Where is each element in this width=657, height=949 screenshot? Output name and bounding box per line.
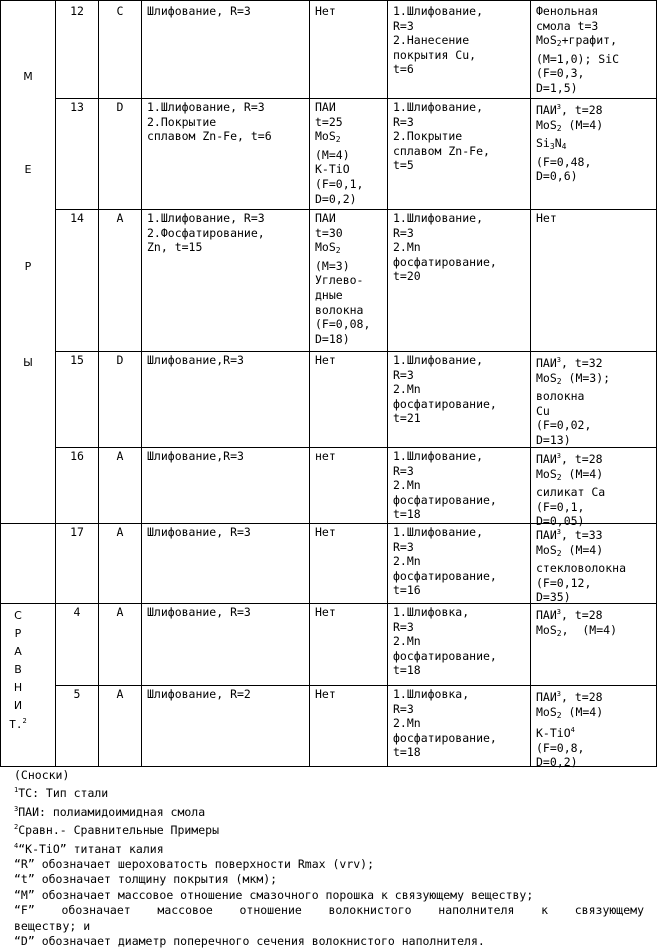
cell-steel-type: A — [99, 525, 141, 540]
cell-layer2: Фенольная смола t=3 MoS2+графит, (M=1,0); SiC (F=0,3, D=1,5) — [536, 4, 656, 96]
cell-steel-type: D — [99, 100, 141, 115]
note-1: 1TC: Тип стали — [14, 783, 644, 801]
cell-layer2: ПАИ3, t=33 MoS2 (M=4) стекловолокна (F=0,12, D=35) — [536, 525, 656, 605]
cell-steel-type: C — [99, 4, 141, 19]
cell-layer2: Нет — [536, 211, 656, 226]
table-line — [55, 0, 56, 767]
side-label: Н — [8, 681, 28, 694]
cell-layer1: Нет — [315, 525, 387, 540]
cell-pretreatment: Шлифование, R=3 — [147, 605, 309, 620]
side-label: А — [8, 645, 28, 658]
cell-layer1: нет — [315, 449, 387, 464]
cell-pretreatment: Шлифование,R=3 — [147, 449, 309, 464]
note-t: “t” обозначает толщину покрытия (мкм); — [14, 872, 644, 887]
cell-pretreatment2: 1.Шлифовка, R=3 2.Mn фосфатирование, t=18 — [393, 605, 530, 678]
table-line — [55, 209, 657, 210]
side-label: Е — [18, 163, 38, 176]
cell-layer2: ПАИ3, t=28 MoS2, (M=4) — [536, 605, 656, 641]
cell-layer1: Нет — [315, 605, 387, 620]
cell-layer2: ПАИ3, t=28 MoS2 (M=4) K-TiO4 (F=0,8, D=0,2) — [536, 687, 656, 770]
cell-pretreatment2: 1.Шлифование, R=3 2.Mn фосфатирование, t=18 — [393, 449, 530, 522]
table-line — [387, 0, 388, 767]
cell-steel-type: A — [99, 605, 141, 620]
cell-steel-type: A — [99, 687, 141, 702]
table-line — [55, 685, 657, 686]
cell-pretreatment: Шлифование, R=2 — [147, 687, 309, 702]
cell-number: 15 — [56, 353, 98, 368]
table-line — [0, 0, 1, 767]
table-line — [530, 0, 531, 767]
cell-layer1: ПАИ t=30 MoS2 (M=3) Углево- дные волокна (F=0,08, D=18) — [315, 211, 387, 346]
note-2: 2Сравн.- Сравнительные Примеры — [14, 820, 644, 838]
side-label: Т.2 — [4, 717, 32, 731]
cell-pretreatment2: 1.Шлифовка, R=3 2.Mn фосфатирование, t=18 — [393, 687, 530, 760]
notes-header: (Сноски) — [14, 768, 644, 783]
cell-layer1: ПАИ t=25 MoS2 (M=4) K-TiO (F=0,1, D=0,2) — [315, 100, 387, 206]
cell-layer2: ПАИ3, t=28 MoS2 (M=4) силикат Ca (F=0,1, D=0,05) — [536, 449, 656, 529]
note-r: “R” обозначает шероховатость поверхности Rmax (vrv); — [14, 857, 644, 872]
footnotes — [14, 768, 644, 949]
note-3: 3ПАИ: полиамидоимидная смола — [14, 802, 644, 820]
note-f: “F” обозначает массовое отношение волокнистого наполнителя к связующему — [14, 903, 644, 918]
cell-steel-type: A — [99, 211, 141, 226]
cell-number: 16 — [56, 449, 98, 464]
cell-pretreatment2: 1.Шлифование, R=3 2.Нанесение покрытия Cu, t=6 — [393, 4, 530, 77]
cell-layer2: ПАИ3, t=28 MoS2 (M=4) Si3N4 (F=0,48, D=0,6) — [536, 100, 656, 184]
data-table — [0, 0, 657, 767]
side-label: И — [8, 699, 28, 712]
cell-number: 4 — [56, 605, 98, 620]
cell-pretreatment: 1.Шлифование, R=3 2.Покрытие сплавом Zn-Fe, t=6 — [147, 100, 309, 144]
table-line — [55, 351, 657, 352]
cell-layer1: Нет — [315, 4, 387, 19]
cell-number: 17 — [56, 525, 98, 540]
table-line — [98, 0, 99, 767]
cell-steel-type: A — [99, 449, 141, 464]
side-label: С — [8, 609, 28, 622]
cell-number: 12 — [56, 4, 98, 19]
cell-pretreatment: 1.Шлифование, R=3 2.Фосфатирование, Zn, t=15 — [147, 211, 309, 255]
cell-pretreatment2: 1.Шлифование, R=3 2.Mn фосфатирование, t=20 — [393, 211, 530, 284]
note-m: “M” обозначает массовое отношение смазочного порошка к связующему веществу; — [14, 888, 644, 903]
cell-pretreatment: Шлифование, R=3 — [147, 525, 309, 540]
cell-layer1: Нет — [315, 687, 387, 702]
table-line — [141, 0, 142, 767]
cell-number: 13 — [56, 100, 98, 115]
side-label: Р — [18, 260, 38, 273]
side-label: М — [18, 70, 38, 83]
cell-pretreatment: Шлифование,R=3 — [147, 353, 309, 368]
cell-layer1: Нет — [315, 353, 387, 368]
cell-steel-type: D — [99, 353, 141, 368]
cell-pretreatment2: 1.Шлифование, R=3 2.Mn фосфатирование, t=21 — [393, 353, 530, 426]
cell-pretreatment: Шлифование, R=3 — [147, 4, 309, 19]
side-label: В — [8, 663, 28, 676]
cell-number: 5 — [56, 687, 98, 702]
side-label: Р — [8, 627, 28, 640]
table-line — [55, 98, 657, 99]
table-line — [309, 0, 310, 767]
cell-number: 14 — [56, 211, 98, 226]
note-f-cont: веществу; и — [14, 919, 644, 934]
note-d: “D” обозначает диаметр поперечного сечения волокнистого наполнителя. — [14, 934, 644, 949]
cell-layer2: ПАИ3, t=32 MoS2 (M=3); волокна Cu (F=0,02, D=13) — [536, 353, 656, 448]
side-label: Ы — [18, 356, 38, 369]
cell-pretreatment2: 1.Шлифование, R=3 2.Mn фосфатирование, t=16 — [393, 525, 530, 598]
note-4: 4“K-TiO” титанат калия — [14, 839, 644, 857]
cell-pretreatment2: 1.Шлифование, R=3 2.Покрытие сплавом Zn-Fe, t=5 — [393, 100, 530, 173]
